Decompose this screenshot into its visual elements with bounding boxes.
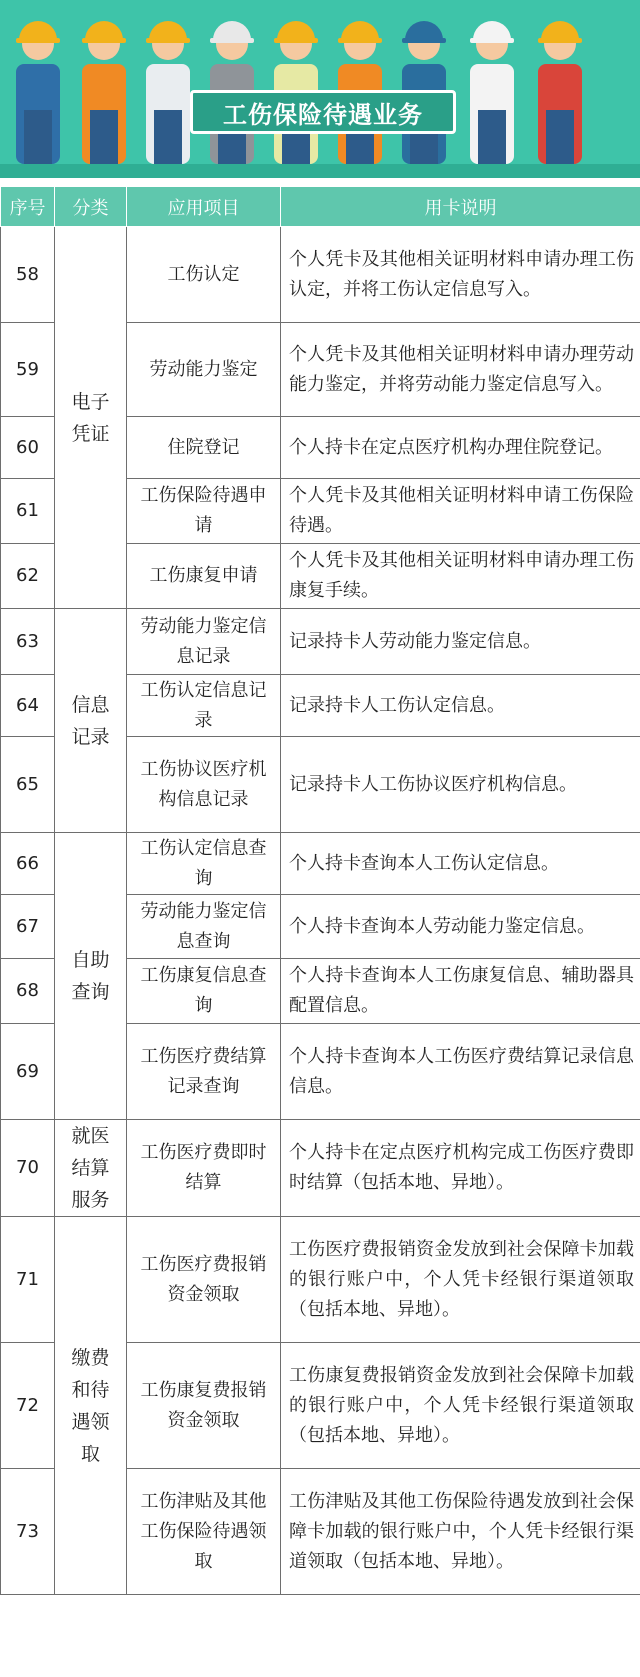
banner-title: 工伤保险待遇业务 [190,90,456,134]
desc-cell: 个人持卡在定点医疗机构办理住院登记。 [281,417,640,479]
row-number: 72 [1,1343,55,1469]
item-cell: 工伤医疗费报销资金领取 [127,1217,281,1343]
desc-cell: 个人凭卡及其他相关证明材料申请办理劳动能力鉴定，并将劳动能力鉴定信息写入。 [281,323,640,417]
item-cell: 住院登记 [127,417,281,479]
item-cell: 工伤医疗费即时结算 [127,1120,281,1217]
item-cell: 工伤保险待遇申请 [127,479,281,544]
item-cell: 劳动能力鉴定 [127,323,281,417]
table-row [1,1120,640,1217]
header-desc: 用卡说明 [281,187,640,227]
banner [0,0,640,178]
desc-cell: 个人持卡查询本人劳动能力鉴定信息。 [281,895,640,959]
desc-cell: 个人凭卡及其他相关证明材料申请办理工伤认定，并将工伤认定信息写入。 [281,227,640,323]
category-cell: 就医结算服务 [55,1120,127,1217]
row-number: 60 [1,417,55,479]
category-cell: 信息记录 [55,609,127,833]
item-cell: 工伤医疗费结算记录查询 [127,1024,281,1120]
desc-cell: 记录持卡人劳动能力鉴定信息。 [281,609,640,675]
row-number: 62 [1,544,55,609]
desc-cell: 个人持卡查询本人工伤康复信息、辅助器具配置信息。 [281,959,640,1024]
item-cell: 工伤认定 [127,227,281,323]
row-number: 67 [1,895,55,959]
row-number: 69 [1,1024,55,1120]
table-header-row [1,187,640,227]
row-number: 68 [1,959,55,1024]
row-number: 64 [1,675,55,737]
item-cell: 工伤康复申请 [127,544,281,609]
row-number: 63 [1,609,55,675]
banner-strip [0,164,640,178]
row-number: 58 [1,227,55,323]
item-cell: 工伤认定信息查询 [127,833,281,895]
header-item: 应用项目 [127,187,281,227]
row-number: 65 [1,737,55,833]
desc-cell: 记录持卡人工伤协议医疗机构信息。 [281,737,640,833]
item-cell: 工伤协议医疗机构信息记录 [127,737,281,833]
workers-illustration [0,0,640,178]
item-cell: 劳动能力鉴定信息记录 [127,609,281,675]
desc-cell: 工伤医疗费报销资金发放到社会保障卡加载的银行账户中，个人凭卡经银行渠道领取（包括本地、异地）。 [281,1217,640,1343]
item-cell: 工伤津贴及其他工伤保险待遇领取 [127,1469,281,1595]
business-table [0,186,640,1595]
category-cell: 自助查询 [55,833,127,1120]
table-row [1,1217,640,1343]
desc-cell: 工伤津贴及其他工伤保险待遇发放到社会保障卡加载的银行账户中，个人凭卡经银行渠道领取（包括本地、异地）。 [281,1469,640,1595]
table-row [1,227,640,323]
category-cell: 缴费和待遇领取 [55,1217,127,1595]
row-number: 70 [1,1120,55,1217]
item-cell: 劳动能力鉴定信息查询 [127,895,281,959]
row-number: 71 [1,1217,55,1343]
table-row [1,833,640,895]
category-cell: 电子凭证 [55,227,127,609]
header-category: 分类 [55,187,127,227]
row-number: 66 [1,833,55,895]
desc-cell: 个人持卡在定点医疗机构完成工伤医疗费即时结算（包括本地、异地）。 [281,1120,640,1217]
item-cell: 工伤认定信息记录 [127,675,281,737]
desc-cell: 记录持卡人工伤认定信息。 [281,675,640,737]
desc-cell: 个人凭卡及其他相关证明材料申请办理工伤康复手续。 [281,544,640,609]
row-number: 59 [1,323,55,417]
table-row [1,609,640,675]
row-number: 61 [1,479,55,544]
desc-cell: 个人持卡查询本人工伤认定信息。 [281,833,640,895]
item-cell: 工伤康复费报销资金领取 [127,1343,281,1469]
desc-cell: 个人凭卡及其他相关证明材料申请工伤保险待遇。 [281,479,640,544]
desc-cell: 个人持卡查询本人工伤医疗费结算记录信息信息。 [281,1024,640,1120]
item-cell: 工伤康复信息查询 [127,959,281,1024]
desc-cell: 工伤康复费报销资金发放到社会保障卡加载的银行账户中，个人凭卡经银行渠道领取（包括本地、异地）。 [281,1343,640,1469]
row-number: 73 [1,1469,55,1595]
header-num: 序号 [1,187,55,227]
